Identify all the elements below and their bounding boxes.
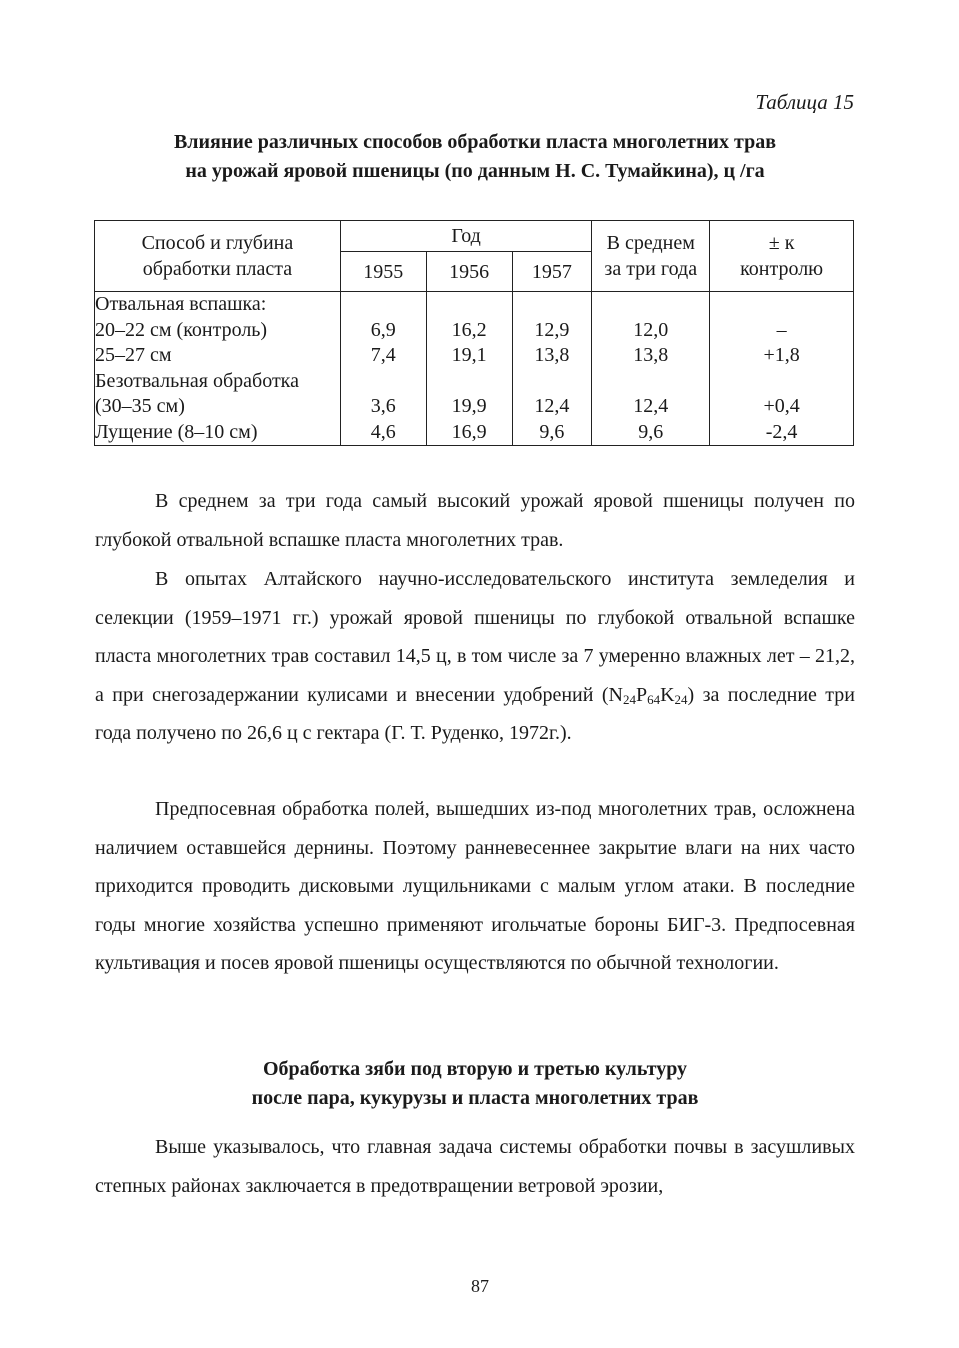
cell-average: 9,6 xyxy=(592,420,710,446)
cell-1957: 12,4 xyxy=(512,394,592,420)
header-control-line2: контролю xyxy=(740,258,824,280)
table-row xyxy=(95,420,854,446)
paragraph-3-text: Предпосевная обработка полей, вышедших из-под многолетних трав, осложнена наличием оставшейся дернины. Поэтому ранневесеннее закрытие влаги на них часто приходится проводить дисковыми лущильниками с малым углом атаки. В последние годы многие хозяйства успешно применяют игольчатые бороны БИГ-3. Предпосевная культивация и посев яровой пшеницы осуществляются по обычной технологии. xyxy=(95,798,855,974)
header-control xyxy=(710,221,854,292)
cell-average: 12,4 xyxy=(592,394,710,420)
cell-average xyxy=(592,369,710,395)
paragraph-2 xyxy=(95,560,855,753)
table-row xyxy=(95,318,854,344)
header-year-1955: 1955 xyxy=(340,252,426,292)
cell-average xyxy=(592,292,710,318)
yield-table xyxy=(94,220,854,446)
section-title-line2: после пара, кукурузы и пласта многолетних трав xyxy=(251,1087,699,1109)
potassium-symbol: K xyxy=(660,683,675,706)
phosphorus-symbol: P xyxy=(635,683,648,706)
cell-1955: 6,9 xyxy=(340,318,426,344)
cell-1957: 13,8 xyxy=(512,343,592,369)
phosphorus-subscript: 64 xyxy=(647,691,661,707)
header-control-line1: ± к xyxy=(768,232,795,254)
table-title xyxy=(95,128,855,186)
cell-1955: 3,6 xyxy=(340,394,426,420)
page-number: 87 xyxy=(471,1276,489,1296)
row-method: Лущение (8–10 см) xyxy=(95,420,341,446)
table-row xyxy=(95,292,854,318)
potassium-subscript: 24 xyxy=(674,691,688,707)
paragraph-3 xyxy=(95,790,855,983)
header-method-line1: Способ и глубина xyxy=(141,232,294,254)
cell-1955 xyxy=(340,292,426,318)
row-method: 25–27 см xyxy=(95,343,341,369)
cell-control: +0,4 xyxy=(710,394,854,420)
table-row xyxy=(95,343,854,369)
cell-1957 xyxy=(512,369,592,395)
cell-1956: 19,1 xyxy=(426,343,512,369)
paragraph-4-text: Выше указывалось, что главная задача системы обработки почвы в засушливых степных районах заключается в предотвращении ветровой эрозии, xyxy=(95,1136,855,1197)
nitrogen-subscript: 24 xyxy=(622,691,636,707)
table-row xyxy=(95,369,854,395)
header-average-line2: за три года xyxy=(604,258,698,280)
header-year-1957: 1957 xyxy=(512,252,592,292)
row-method: (30–35 см) xyxy=(95,394,341,420)
paragraph-4 xyxy=(95,1128,855,1205)
header-method-line2: обработки пласта xyxy=(142,258,293,280)
row-method: 20–22 см (контроль) xyxy=(95,318,341,344)
cell-average: 12,0 xyxy=(592,318,710,344)
cell-1955: 4,6 xyxy=(340,420,426,446)
table-title-line2: на урожай яровой пшеницы (по данным Н. С. Тумайкина), ц /га xyxy=(185,160,765,182)
section-title-line1: Обработка зяби под вторую и третью культуру xyxy=(262,1058,688,1080)
cell-average: 13,8 xyxy=(592,343,710,369)
header-method xyxy=(95,221,341,292)
row-method: Отвальная вспашка: xyxy=(95,292,341,318)
cell-1956 xyxy=(426,292,512,318)
table-number: Таблица 15 xyxy=(755,90,854,114)
cell-control: -2,4 xyxy=(710,420,854,446)
cell-1955 xyxy=(340,369,426,395)
cell-1957 xyxy=(512,292,592,318)
table-title-line1: Влияние различных способов обработки пласта многолетних трав xyxy=(173,131,777,153)
cell-1957: 12,9 xyxy=(512,318,592,344)
cell-control: +1,8 xyxy=(710,343,854,369)
paragraph-1 xyxy=(95,482,855,559)
row-method: Безотвальная обработка xyxy=(95,369,341,395)
header-average-line1: В среднем xyxy=(606,232,695,254)
paragraph-2-text-a: В опытах Алтайского научно-исследовательского института земледелия и селекции (1959–1971 гг.) урожай яровой пшеницы по глубокой отвальной вспашке пласта многолетних трав составил 14,5 ц, в том числе за 7 умеренно влажных лет – 21,2, а при снегозадержании кулисами и внесении удобрений (N xyxy=(95,568,855,706)
cell-1956: 19,9 xyxy=(426,394,512,420)
header-average xyxy=(592,221,710,292)
section-title xyxy=(95,1055,855,1113)
cell-1956: 16,9 xyxy=(426,420,512,446)
paragraph-1-text: В среднем за три года самый высокий урожай яровой пшеницы получен по глубокой отвальной вспашке пласта многолетних трав. xyxy=(95,490,855,551)
header-year-1956: 1956 xyxy=(426,252,512,292)
cell-1955: 7,4 xyxy=(340,343,426,369)
paragraph-2-text-b: ) за последние три года получено по 26,6 ц с гектара (Г. Т. Руденко, 1972г.). xyxy=(95,683,855,744)
table-row xyxy=(95,394,854,420)
cell-1957: 9,6 xyxy=(512,420,592,446)
cell-1956 xyxy=(426,369,512,395)
cell-1956: 16,2 xyxy=(426,318,512,344)
cell-control: – xyxy=(710,318,854,344)
header-year: Год xyxy=(340,221,592,252)
cell-control xyxy=(710,292,854,318)
cell-control xyxy=(710,369,854,395)
